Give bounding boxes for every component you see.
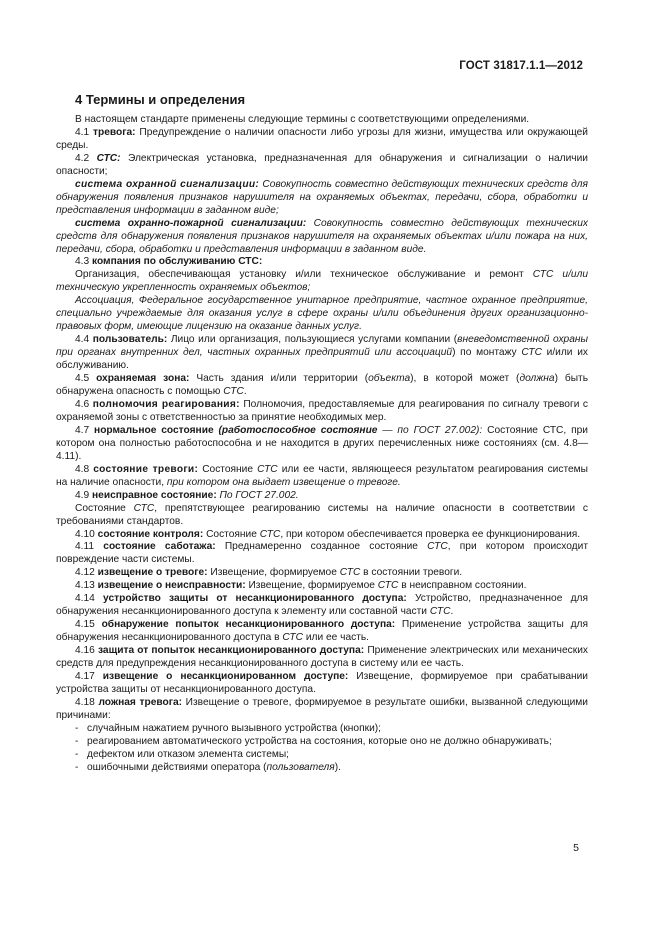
term-4-13: 4.13 извещение о неисправности: Извещение, формируемое СТС в неисправном состоянии. [75, 580, 527, 592]
document-body [56, 114, 588, 775]
term-4-10: 4.10 состояние контроля: Состояние СТС, при котором обеспечивается проверка ее функционирования. [75, 528, 581, 540]
term-4-3-def-1: Организация, обеспечивающая установку и/или техническое обслуживание и ремонт СТС и/или техническую укрепленность охраняемых объектов; [56, 269, 588, 294]
term-4-4: 4.4 пользователь: Лицо или организация, пользующиеся услугами компании (вневедомственной охраны при органах внутренних дел, частных охранных предприятий или ассоциаций) по монтажу СТС и/или их обслуживанию. [56, 334, 588, 372]
term-4-18: 4.18 ложная тревога: Извещение о тревоге, формируемое в результате ошибки, вызванной следующими причинами: [56, 696, 588, 721]
term-4-8: 4.8 состояние тревоги: Состояние СТС или ее части, являющееся результатом реагирования системы на наличие опасности, при котором она выдает извещение о тревоге. [56, 463, 588, 488]
intro-paragraph: В настоящем стандарте применены следующие термины с соответствующими определениями. [75, 114, 530, 125]
term-4-9: 4.9 неисправное состояние: По ГОСТ 27.002. [75, 489, 299, 501]
term-4-1: 4.1 тревога: Предупреждение о наличии опасности либо угрозы для жизни, имущества или окружающей среды. [56, 126, 588, 151]
term-4-2: 4.2 СТС: Электрическая установка, предназначенная для обнаружения и сигнализации о наличии опасности; [56, 152, 588, 177]
term-4-3-def-2: Ассоциация, Федеральное государственное унитарное предприятие, частное охранное предприятие, специально учреждаемые для оказания услуг в сфере охраны и/или объединения других организационно-правовых форм, имеющие лицензию на оказание данных услуг. [56, 295, 588, 333]
term-4-6: 4.6 полномочия реагирования: Полномочия, предоставляемые для реагирования по сигналу тревоги с охраняемой зоны с ответственностью за принятие необходимых мер. [56, 398, 588, 423]
term-4-17: 4.17 извещение о несанкционированном доступе: Извещение, формируемое при срабатывании устройства защиты от несанкционированного доступа. [56, 670, 588, 695]
page-number: 5 [573, 842, 579, 854]
term-4-12: 4.12 извещение о тревоге: Извещение, формируемое СТС в состоянии тревоги. [75, 567, 463, 579]
term-4-9-def: Состояние СТС, препятствующее реагированию системы на наличие опасности в соответствии с требованиями стандартов. [56, 502, 588, 527]
term-4-5: 4.5 охраняемая зона: Часть здания и/или территории (объекта), в которой может (должна) быть обнаружена опасность с помощью СТС. [56, 373, 588, 398]
term-4-7: 4.7 нормальное состояние (работоспособное состояние — по ГОСТ 27.002): Состояние СТС, при котором она полностью работоспособна и не находится в других перечисленных ниже состояниях (см. 4.8—4.11). [56, 424, 588, 462]
list-item: - реагированием автоматического устройства на состояния, которые оно не должно обнаруживать; [75, 735, 552, 747]
term-4-3: 4.3 компания по обслуживанию СТС: [75, 256, 263, 268]
term-4-2-fire-security-system: система охранно-пожарной сигнализации: Совокупность совместно действующих технических средств для обнаружения появления признаков нарушителя на охраняемых объектах и/или пожара на них, передачи, сбора, обработки и представления информации в заданном виде. [56, 217, 588, 255]
document-header-code: ГОСТ 31817.1.1—2012 [459, 60, 583, 72]
list-item: - ошибочными действиями оператора (пользователя). [75, 761, 341, 773]
section-title: 4 Термины и определения [75, 92, 246, 107]
term-4-15: 4.15 обнаружение попыток несанкционированного доступа: Применение устройства защиты для обнаружения несанкционированного доступа в СТС или ее часть. [56, 619, 588, 644]
term-4-14: 4.14 устройство защиты от несанкционированного доступа: Устройство, предназначенное для обнаружения несанкционированного доступа к элементу или составной части СТС. [56, 593, 588, 618]
list-item: - случайным нажатием ручного вызывного устройства (кнопки); [75, 722, 381, 734]
term-4-2-security-system: система охранной сигнализации: Совокупность совместно действующих технических средств для обнаружения появления признаков нарушителя на охраняемых объектах, передачи, сбора, обработки и представления информации в заданном виде; [56, 178, 588, 216]
list-item: - дефектом или отказом элемента системы; [75, 748, 290, 760]
term-4-11: 4.11 состояние саботажа: Преднамеренно созданное состояние СТС, при котором происходит повреждение части системы. [56, 541, 588, 566]
term-4-16: 4.16 защита от попыток несанкционированного доступа: Применение электрических или механических средств для предупреждения несанкционированного доступа в систему или ее часть. [56, 645, 588, 670]
